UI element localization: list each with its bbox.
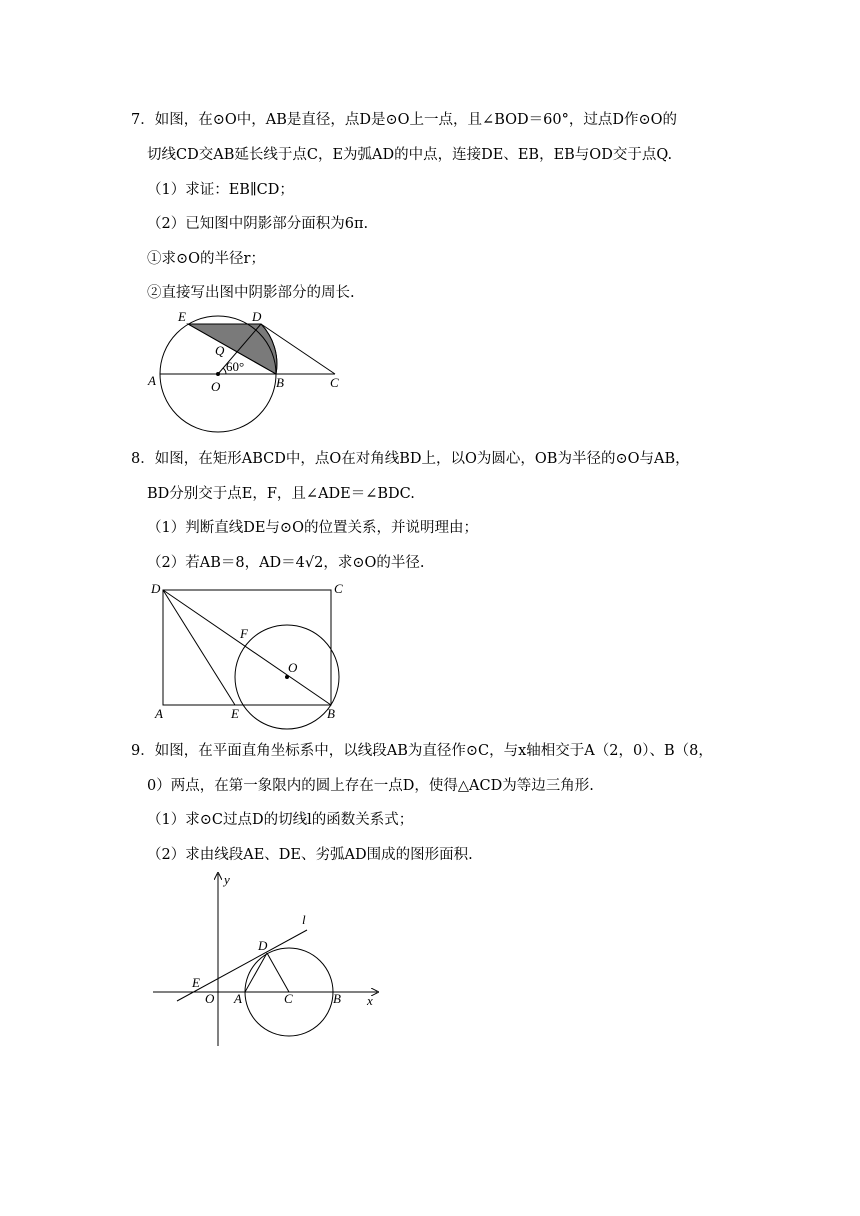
- label-angle: 60°: [226, 359, 245, 374]
- problem-7-line-4: （2）已知图中阴影部分面积为6π.: [147, 216, 369, 232]
- label-b: B: [276, 375, 284, 390]
- label-o: O: [211, 379, 221, 394]
- problem-9-line-1: 9．如图，在平面直角坐标系中，以线段AB为直径作⊙C，与x轴相交于A（2，0）、B（8，: [131, 743, 713, 759]
- label-c: C: [330, 375, 339, 390]
- diagonal-bd: [163, 590, 331, 705]
- problem-8-line-3: （1）判断直线DE与⊙O的位置关系，并说明理由；: [147, 520, 478, 536]
- problem-7-line-5: ①求⊙O的半径r；: [147, 251, 265, 267]
- segment-de: [163, 590, 235, 705]
- label-a: A: [148, 373, 156, 388]
- problem-7-line-2: 切线CD交AB延长线于点C，E为弧AD的中点，连接DE、EB，EB与OD交于点Q.: [147, 147, 673, 163]
- segment-ad: [245, 953, 267, 992]
- problem-9-line-3: （1）求⊙C过点D的切线l的函数关系式；: [147, 812, 414, 828]
- problem-7-line-1: 7．如图，在⊙O中，AB是直径，点D是⊙O上一点，且∠BOD＝60°，过点D作⊙O的: [131, 112, 677, 128]
- label-d: D: [252, 309, 262, 324]
- label-q: Q: [215, 343, 225, 358]
- problem-8-figure: [145, 575, 365, 730]
- label-e: E: [192, 975, 200, 990]
- problem-7-figure: [140, 305, 360, 450]
- problem-9-figure: [145, 868, 390, 1053]
- label-d: D: [151, 581, 161, 596]
- segment-cd: [267, 953, 289, 992]
- problem-7-line-6: ②直接写出图中阴影部分的周长.: [147, 285, 355, 301]
- problem-9-line-4: （2）求由线段AE、DE、劣弧AD围成的图形面积.: [147, 847, 473, 863]
- problem-8-line-4: （2）若AB＝8，AD＝4√2，求⊙O的半径.: [147, 555, 425, 571]
- label-d: D: [258, 938, 268, 953]
- label-e: E: [178, 309, 186, 324]
- label-o: O: [288, 660, 298, 675]
- label-a: A: [234, 991, 242, 1006]
- label-b: B: [333, 991, 341, 1006]
- label-l: l: [302, 912, 306, 927]
- label-x: x: [367, 993, 373, 1008]
- label-f: F: [240, 626, 248, 641]
- label-c: C: [284, 991, 293, 1006]
- label-e: E: [231, 706, 239, 721]
- label-o: O: [205, 991, 215, 1006]
- label-b: B: [327, 706, 335, 721]
- label-c: C: [334, 581, 343, 596]
- problem-9-line-2: 0）两点，在第一象限内的圆上存在一点D，使得△ACD为等边三角形.: [147, 778, 594, 794]
- problem-8-line-2: BD分别交于点E，F，且∠ADE＝∠BDC.: [147, 486, 415, 502]
- problem-7-line-3: （1）求证：EB∥CD；: [147, 182, 294, 198]
- label-a: A: [155, 706, 163, 721]
- label-y: y: [224, 872, 230, 887]
- problem-8-line-1: 8．如图，在矩形ABCD中，点O在对角线BD上，以O为圆心，OB为半径的⊙O与AB，: [131, 451, 690, 467]
